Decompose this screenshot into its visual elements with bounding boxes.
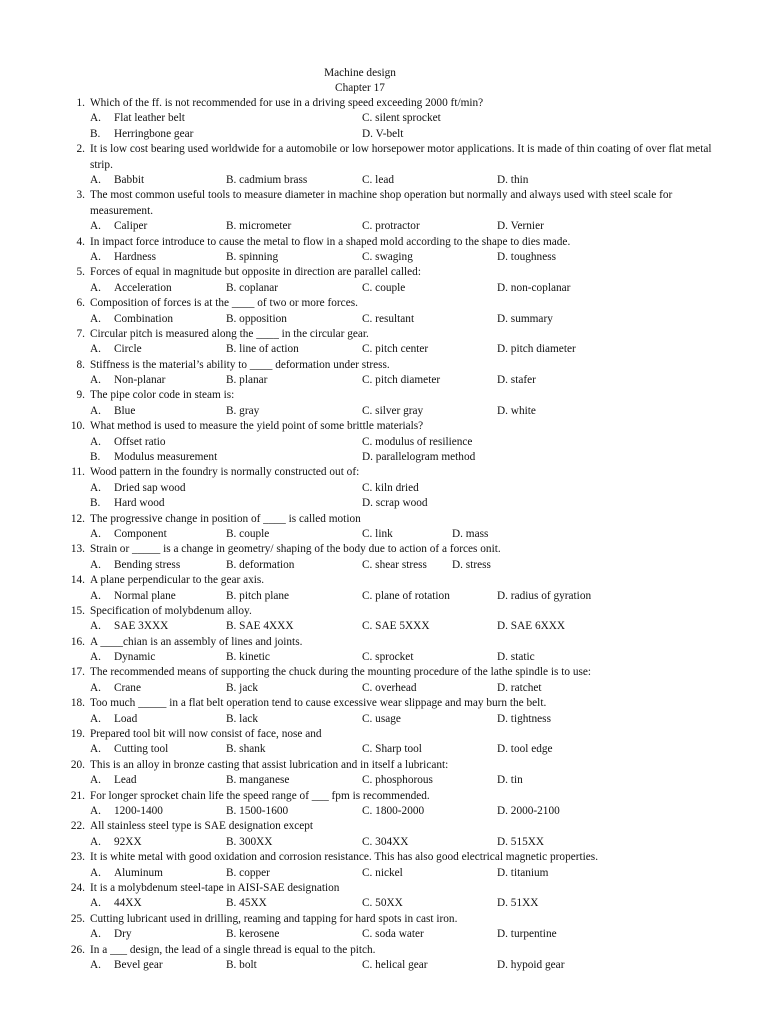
question-text: A ____chian is an assembly of lines and joints.: [90, 635, 303, 648]
question-9: [0, 388, 768, 403]
option-c: C. 304XX: [362, 835, 409, 848]
question-text: Stiffness is the material’s ability to ____ deformation under stress.: [90, 358, 390, 371]
option-d: D. radius of gyration: [497, 589, 592, 602]
question-number: 22.: [70, 820, 85, 833]
options-row: A. Cutting tool B. shank C. Sharp tool D. tool edge: [0, 742, 768, 757]
option-d: D. scrap wood: [362, 497, 428, 510]
option-c: C. protractor: [362, 220, 420, 233]
chapter-heading: Chapter 17: [335, 82, 385, 94]
option-b: B. coplanar: [226, 281, 279, 294]
option-d: D. white: [497, 404, 536, 417]
question-number: 14.: [70, 574, 85, 587]
option-b: B. 300XX: [226, 835, 273, 848]
option-c: C. sprocket: [362, 651, 414, 664]
option-b: B. 1500-1600: [226, 805, 289, 817]
option-d: D. tightness: [497, 712, 551, 725]
question-10: [0, 419, 768, 434]
option-d: D. summary: [497, 312, 553, 325]
document-title: Machine design: [324, 67, 396, 79]
options-row: A. 1200-1400 B. 1500-1600 C. 1800-2000 D. 2000-2100: [0, 804, 768, 819]
options-row: A. Dried sap wood C. kiln dried: [0, 481, 768, 496]
question-11: [0, 465, 768, 480]
question-number: 9.: [76, 389, 85, 402]
option-d: D. hypoid gear: [497, 958, 565, 971]
option-b: B. 45XX: [226, 897, 267, 910]
question-number: 3.: [76, 189, 85, 202]
option-d: D. tool edge: [497, 743, 553, 756]
question-6: [0, 296, 768, 311]
options-row: A. Hardness B. spinning C. swaging D. toughness: [0, 250, 768, 265]
question-number: 1.: [76, 97, 85, 109]
option-b: B. planar: [226, 374, 268, 387]
question-text: All stainless steel type is SAE designation except: [90, 820, 314, 833]
question-21: [0, 789, 768, 804]
option-c: C. modulus of resilience: [362, 435, 473, 448]
question-25: [0, 912, 768, 927]
options-row: A. Load B. lack C. usage D. tightness: [0, 712, 768, 727]
option-d: D. 51XX: [497, 897, 539, 910]
question-15: [0, 604, 768, 619]
option-c: C. usage: [362, 712, 401, 725]
question-1: [0, 96, 768, 111]
option-d: D. mass: [452, 527, 489, 540]
option-c: C. shear stress: [362, 558, 427, 571]
option-b: B. couple: [226, 527, 270, 540]
option-c: C. couple: [362, 281, 406, 294]
question-text: It is white metal with good oxidation and corrosion resistance. This has also good electrical magnetic properties.: [90, 851, 599, 864]
options-row: A. Bending stress B. deformation C. shear stress D. stress: [0, 558, 768, 573]
question-text: In impact force introduce to cause the metal to flow in a shaped mold according to the shape to dies made.: [90, 235, 571, 248]
question-text: The progressive change in position of ____ is called motion: [90, 512, 361, 525]
question-text: It is low cost bearing used worldwide for a automobile or low horsepower motor applications. It is made of thin coating of over flat metal strip.: [90, 143, 712, 171]
question-text: This is an alloy in bronze casting that assist lubrication and in itself a lubricant:: [90, 758, 449, 771]
question-text: The most common useful tools to measure diameter in machine shop operation but normally and always used with steel scale for measurement.: [90, 189, 673, 217]
options-row: A. Babbit B. cadmium brass C. lead D. thin: [0, 173, 768, 188]
option-d: D. 2000-2100: [497, 805, 560, 817]
option-b: B. manganese: [226, 774, 290, 787]
options-row: A. Dry B. kerosene C. soda water D. turpentine: [0, 927, 768, 942]
option-d: D. toughness: [497, 250, 556, 263]
options-row: A. Combination B. opposition C. resultant D. summary: [0, 312, 768, 327]
option-c: C. helical gear: [362, 958, 428, 971]
option-c: C. overhead: [362, 681, 417, 694]
question-text: Strain or _____ is a change in geometry/ shaping of the body due to action of a forces onit.: [90, 543, 501, 556]
option-b: B. deformation: [226, 558, 295, 571]
option-b: B. bolt: [226, 958, 257, 971]
options-row: A. Bevel gear B. bolt C. helical gear D. hypoid gear: [0, 958, 768, 973]
option-c: C. pitch diameter: [362, 374, 441, 387]
question-number: 16.: [70, 635, 85, 648]
question-17: [0, 665, 768, 680]
question-3: [0, 188, 768, 219]
question-number: 2.: [76, 143, 85, 156]
options-row: A. Acceleration B. coplanar C. couple D. non-coplanar: [0, 281, 768, 296]
question-number: 24.: [70, 881, 85, 894]
question-number: 25.: [70, 912, 85, 925]
question-number: 23.: [70, 851, 85, 864]
option-c: C. lead: [362, 173, 394, 186]
question-list: [0, 96, 768, 973]
question-number: 18.: [70, 697, 85, 710]
option-c: C. soda water: [362, 928, 424, 941]
question-text: Wood pattern in the foundry is normally constructed out of:: [90, 466, 360, 479]
options-row: A. Circle B. line of action C. pitch center D. pitch diameter: [0, 342, 768, 357]
question-13: [0, 542, 768, 557]
options-row: A. Normal plane B. pitch plane C. plane of rotation D. radius of gyration: [0, 589, 768, 604]
question-text: It is a molybdenum steel-tape in AISI-SAE designation: [90, 881, 340, 894]
options-row: A. Aluminum B. copper C. nickel D. titanium: [0, 866, 768, 881]
option-c: C. 50XX: [362, 897, 403, 910]
question-2: [0, 142, 768, 173]
question-16: [0, 635, 768, 650]
question-text: Cutting lubricant used in drilling, reaming and tapping for hard spots in cast iron.: [90, 912, 458, 925]
question-number: 12.: [70, 512, 85, 525]
options-row: A. Caliper B. micrometer C. protractor D. Vernier: [0, 219, 768, 234]
option-d: D. turpentine: [497, 928, 557, 941]
question-number: 11.: [71, 466, 85, 479]
option-c: C. 1800-2000: [362, 805, 425, 817]
option-b: B. kerosene: [226, 928, 280, 941]
question-22: [0, 819, 768, 834]
option-c: C. silver gray: [362, 404, 424, 417]
question-text: Specification of molybdenum alloy.: [90, 604, 252, 617]
question-text: In a ___ design, the lead of a single thread is equal to the pitch.: [90, 943, 376, 956]
question-19: [0, 727, 768, 742]
option-d: D. thin: [497, 173, 529, 186]
question-24: [0, 881, 768, 896]
question-18: [0, 696, 768, 711]
option-b: B. pitch plane: [226, 589, 290, 602]
options-row: A. 92XX B. 300XX C. 304XX D. 515XX: [0, 835, 768, 850]
question-5: [0, 265, 768, 280]
question-4: [0, 235, 768, 250]
question-number: 17.: [70, 666, 85, 679]
option-d: D. static: [497, 651, 535, 664]
question-7: [0, 327, 768, 342]
option-c: C. phosphorous: [362, 774, 433, 787]
question-number: 7.: [76, 327, 85, 340]
question-text: Too much _____ in a flat belt operation tend to cause excessive wear slippage and may burn the belt.: [90, 697, 547, 710]
option-d: D. tin: [497, 774, 523, 787]
question-text: What method is used to measure the yield point of some brittle materials?: [90, 420, 424, 433]
option-b: B. shank: [226, 743, 266, 756]
option-b: B. line of action: [226, 343, 299, 356]
option-c: C. pitch center: [362, 343, 429, 356]
options-row: A. SAE 3XXX B. SAE 4XXX C. SAE 5XXX D. SAE 6XXX: [0, 619, 768, 634]
question-text: Circular pitch is measured along the ____ in the circular gear.: [90, 327, 369, 340]
options-row: A. Component B. couple C. link D. mass: [0, 527, 768, 542]
question-text: Composition of forces is at the ____ of two or more forces.: [90, 297, 358, 310]
question-23: [0, 850, 768, 865]
option-b: B. opposition: [226, 312, 287, 325]
option-c: C. Sharp tool: [362, 743, 422, 756]
question-number: 15.: [70, 604, 85, 617]
options-row: B. Herringbone gear D. V-belt: [0, 127, 768, 142]
option-b: B. copper: [226, 866, 270, 879]
option-b: B. spinning: [226, 250, 279, 263]
question-number: 4.: [76, 235, 85, 248]
question-26: [0, 943, 768, 958]
question-text: Forces of equal in magnitude but opposite in direction are parallel called:: [90, 266, 421, 279]
option-d: D. V-belt: [362, 127, 404, 140]
option-d: D. pitch diameter: [497, 343, 576, 356]
question-number: 6.: [76, 297, 85, 310]
question-text: Which of the ff. is not recommended for use in a driving speed exceeding 2000 ft/min?: [90, 97, 484, 109]
question-number: 19.: [70, 728, 85, 741]
question-number: 20.: [70, 758, 85, 771]
question-20: [0, 758, 768, 773]
option-c: C. plane of rotation: [362, 589, 450, 602]
option-b: B. micrometer: [226, 220, 292, 233]
question-number: 8.: [76, 358, 85, 371]
options-row: B. Hard wood D. scrap wood: [0, 496, 768, 511]
question-text: The pipe color code in steam is:: [90, 389, 235, 402]
question-12: [0, 512, 768, 527]
option-c: C. kiln dried: [362, 481, 419, 494]
question-number: 13.: [70, 543, 85, 556]
options-row: A. Flat leather belt C. silent sprocket: [0, 111, 768, 126]
options-row: A. Dynamic B. kinetic C. sprocket D. static: [0, 650, 768, 665]
option-d: D. SAE 6XXX: [497, 620, 566, 633]
question-number: 26.: [70, 943, 85, 956]
option-c: C. resultant: [362, 312, 415, 325]
option-b: B. cadmium brass: [226, 173, 308, 186]
option-c: C. swaging: [362, 250, 413, 263]
question-text: The recommended means of supporting the chuck during the mounting procedure of the lathe spindle is to use:: [90, 666, 592, 679]
option-c: C. link: [362, 527, 393, 540]
option-d: D. Vernier: [497, 220, 544, 233]
option-c: C. SAE 5XXX: [362, 620, 430, 633]
question-text: Prepared tool bit will now consist of face, nose and: [90, 728, 322, 741]
option-d: D. non-coplanar: [497, 281, 571, 294]
option-c: C. nickel: [362, 866, 403, 879]
question-text: A plane perpendicular to the gear axis.: [90, 574, 265, 587]
question-number: 10.: [70, 420, 85, 433]
option-c: C. silent sprocket: [362, 112, 441, 125]
option-d: D. parallelogram method: [362, 451, 476, 464]
option-d: D. titanium: [497, 866, 549, 879]
options-row: A. Crane B. jack C. overhead D. ratchet: [0, 681, 768, 696]
question-number: 21.: [70, 789, 85, 802]
option-b: B. SAE 4XXX: [226, 620, 294, 633]
option-d: D. ratchet: [497, 681, 542, 694]
option-d: D. stafer: [497, 374, 536, 387]
options-row: A. Non-planar B. planar C. pitch diameter D. stafer: [0, 373, 768, 388]
question-text: For longer sprocket chain life the speed range of ___ fpm is recommended.: [90, 789, 430, 802]
options-row: A. Lead B. manganese C. phosphorous D. tin: [0, 773, 768, 788]
options-row: B. Modulus measurement D. parallelogram method: [0, 450, 768, 465]
question-8: [0, 358, 768, 373]
option-b: B. lack: [226, 712, 258, 725]
options-row: A. Offset ratio C. modulus of resilience: [0, 435, 768, 450]
options-row: A. 44XX B. 45XX C. 50XX D. 51XX: [0, 896, 768, 911]
option-d: D. stress: [452, 558, 491, 571]
question-14: [0, 573, 768, 588]
option-b: B. gray: [226, 404, 260, 417]
option-b: B. kinetic: [226, 651, 270, 664]
option-d: D. 515XX: [497, 835, 545, 848]
options-row: A. Blue B. gray C. silver gray D. white: [0, 404, 768, 419]
question-number: 5.: [76, 266, 85, 279]
option-b: B. jack: [226, 681, 258, 694]
